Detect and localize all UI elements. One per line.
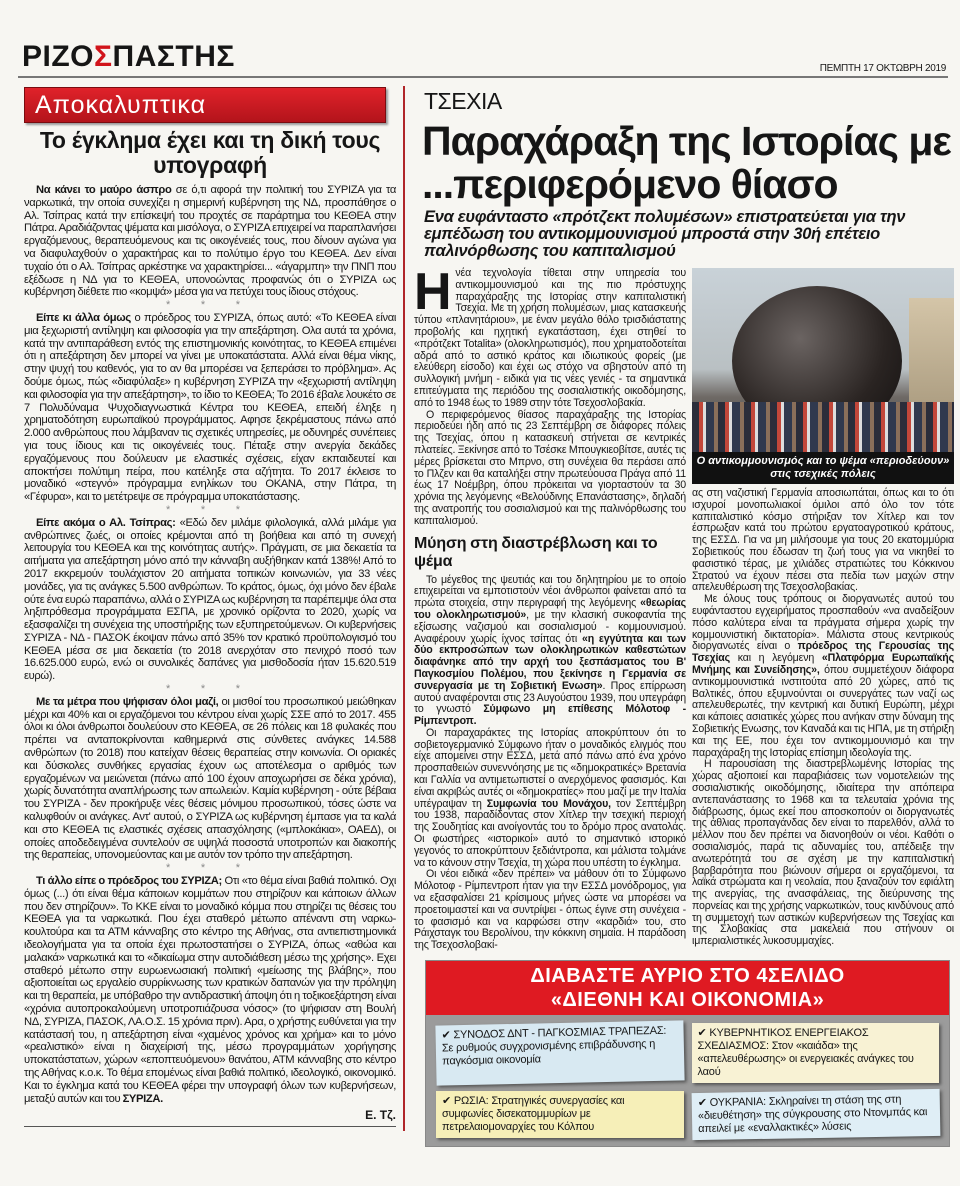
crowd-image	[692, 402, 954, 452]
text-run: όπου συμμετέχουν διάφορα αντικομμουνιστικά ινστιτούτα από 20 χώρες, από τις Βαλτικές, όπου εξυμνούνται οι συνεργάτες των ναζί ως απελευθερωτές, την κεντρική και δυτική Ευρώπη, μέχρι και κάποιες ασιατικές χώρες που ανήκαν στην δύναμη της Σοβιετικής Ενωσης, τον Καναδά και τις ΗΠΑ, με τη στήριξη και της ΕΕ, που έχει τον αντικομμουνισμό και την παραχάραξη της Ιστορίας επίσημη ιδεολογία της.	[692, 663, 955, 759]
text-run: ας στη ναζιστική Γερμανία αποσιωπάται, όπως και το ότι ισχυροί μονοπωλιακοί όμιλοι από όλο τον τότε καπιταλιστικό κόσμο στήριξαν τον Χίτλερ και τον έσπρωξαν κατά του πρώτου εργατοαγροτικού κράτους, της ΕΣΣΔ. Για να μη μιλήσουμε για τους 20 εκατομμύρια Σοβιετικούς που έδωσαν τη ζωή τους για να νικηθεί το φασιστικό τέρας, με χιλιάδες στρατιώτες του Κόκκινου Στρατού να έχουν πέσει στα πεδία των μαχών στην απελευθέρωση της Τσεχοσλοβακίας.	[692, 487, 954, 594]
bold-text: Τι άλλο είπε ο πρόεδρος του ΣΥΡΙΖΑ;	[36, 875, 222, 888]
left-article-body	[24, 184, 396, 1105]
paragraph	[414, 728, 686, 870]
section-separator: * * *	[166, 862, 254, 875]
left-article-end-rule	[24, 1126, 396, 1127]
paragraph	[24, 184, 396, 299]
paragraph	[24, 696, 396, 862]
bold-text: Είπε κι άλλα όμως	[36, 311, 131, 324]
text-run: Οτι «το θέμα είναι βαθιά πολιτικό. Οχι όμως (...) ότι είναι θέμα κάποιων κομμάτων που στηρίζουν και κάποιων άλλων που δεν στηρίζουν». Το ΚΚΕ είναι το μοναδικό κόμμα που στηρίζει τις θέσεις του ΚΕΘΕΑ για τα ναρκωτικά. Που έχει σταθερό μέτωπο απέναντι στη ναρκω-κουλτούρα και τα ΑΤΜ κάνναβης στο κέντρο της Αθήνας, στα αντιεπιστημονικά ιδεολογήματα για τα οποία έχει πρωτοστατήσει ο ΣΥΡΙΖΑ, όπως «αθώα και μαλακά» ναρκωτικά και το «δικαίωμα στην αυτοδιάθεση μέσω της χρήσης». Εχει σταθερό μέτωπο στην ευρωενωσιακή πολιτική «μείωσης της βλάβης», που αξιοποιείται ως εργαλείο συρρίκνωσης των κρατικών δαπανών για την πρόληψη και τη θεραπεία, με υπόβαθρο την αντιδραστική άποψη ότι η τοξικοεξάρτηση είναι «χρόνια αυτοπροκαλούμενη υποτροπιάζουσα νόσος» (το ψήφισαν στη Βουλή ΝΔ, ΣΥΡΙΖΑ, ΠΑΣΟΚ, ΛΑ.Ο.Σ. 15 χρόνια πριν). Αρα, ο χρήστης ευθύνεται για την κατάστασή του, η απεξάρτηση είναι «χαμένος χρόνος και χρήμα» και το μόνο «ρεαλιστικό» είναι η διαχείρισή της, μέσω προγραμμάτων χορήγησης υποκατάστατων, χώρων «εποπτευόμενου» θανάτου, ΑΤΜ κάνναβης στο κέντρο της Αθήνας κ.ο.κ. Το θέμα επομένως είναι βαθιά πολιτικό, ιδεολογικό, οικονομικό. Και το έγκλημα κατά του ΚΕΘΕΑ φέρει την υπογραφή όλων των κυβερνήσεων, μεταξύ αυτών και του	[24, 875, 396, 1105]
promo-item: ✔ ΣΥΝΟΔΟΣ ΔΝΤ - ΠΑΓΚΟΣΜΙΑΣ ΤΡΑΠΕΖΑΣ: Σε ρυθμούς συγχρονισμένης επιβράδυνσης η παγκόσμια οικονομία	[435, 1020, 684, 1085]
promo-item: ✔ ΡΩΣΙΑ: Στρατηγικές συνεργασίες και συμφωνίες δισεκατομμυρίων με πετρελαιομοναρχίες του Κόλπου	[436, 1091, 684, 1138]
promo-item: ✔ ΟΥΚΡΑΝΙΑ: Σκληραίνει τη στάση της στη «διευθέτηση» της σύγκρουσης στο Ντονμπάς και απειλεί με «εναλλακτικές» λύσεις	[691, 1089, 939, 1140]
section-separator: * * *	[166, 299, 254, 312]
section-banner: Αποκαλυπτικα	[24, 87, 386, 123]
promo-title-line-1: ΔΙΑΒΑΣΤΕ ΑΥΡΙΟ ΣΤΟ 4ΣΕΛΙΔΟ	[530, 965, 845, 988]
promo-box	[425, 960, 950, 1147]
paragraph	[24, 517, 396, 683]
right-article-subtitle: Ενα ευφάνταστο «πρότζεκτ πολυμέσων» επιστρατεύεται για την εμπέδωση του αντικομμουνισμού μπροστά στην 30ή επέτειο παλινόρθωσης του καπιταλισμού	[424, 208, 906, 260]
bold-text: «Πλατφόρμα Ευρωπαϊκής Μνήμης και Συνείδησης»,	[692, 652, 954, 676]
drop-cap: Η	[414, 263, 452, 321]
right-article-columns	[414, 263, 956, 952]
left-article-headline: Το έγκλημα έχει και τη δική τους υπογραφή	[39, 127, 381, 178]
promo-title	[426, 961, 949, 1015]
text-run: Οι παραχαράκτες της Ιστορίας αποκρύπτουν ότι το σοβιετογερμανικό Σύμφωνο ήταν ο μοναδικός ελιγμός που είχε απομείνει στην ΕΣΣΔ, μετά από πάνω από ένα χρόνο προσπαθειών συνεννόησης με τις «δημοκρατικές» Βρετανία και Γαλλία να αντιμετωπιστεί ο ανερχόμενος φασισμός. Και είναι ακριβώς αυτές οι «δημοκρατίες» που μαζί με την Ιταλία υπέγραψαν τη	[414, 726, 686, 810]
right-article	[414, 86, 956, 1147]
paragraph	[414, 575, 686, 728]
logo-star: Σ	[94, 40, 113, 73]
issue-date: ΠΕΜΠΤΗ 17 ΟΚΤΩΒΡΗ 2019	[819, 63, 946, 74]
text-run: «Εδώ δεν μιλάμε φιλολογικά, αλλά μιλάμε για ανθρώπινες ζωές, οι οποίες κρέμονται από τη βοήθεια και από τη συνεχή λειτουργία του ΚΕΘΕΑ και της κοινότητας αυτής». Πράγματι, σε μια δεκαετία τα αιτήματα για απεξάρτηση μόνο από την κάνναβη αυξήθηκαν κατά 138%! Από το 2017 εκκρεμούν τουλάχιστον 20 αιτήματα τοπικών κοινωνιών, για 33 νέες μονάδες, για τις ανάγκες 5.500 ανθρώπων. Το κράτος, όμως, όχι μόνο δεν έβαλε ούτε ένα ευρώ παραπάνω, αλλά ο ΣΥΡΙΖΑ ως κυβέρνηση τα παρέπεμψε όλα στα ληξιπρόθεσμα προγράμματα ΕΣΠΑ, με χρονικό ορίζοντα το 2020, χωρίς να εξασφαλίζει τη συνέχεια της υποστήριξης των εξυπηρετούμενων. Οι κυβερνήσεις ΣΥΡΙΖΑ - ΝΔ - ΠΑΣΟΚ έκοψαν πάνω από 35% τον κρατικό προϋπολογισμό του ΚΕΘΕΑ μέσα σε μια δεκαετία (το 2018 ανερχόταν στο πενιχρό ποσό των 16.625.000 ευρώ, ενώ οι συνολικές δαπάνες για μισθοδοσία ήταν 15.620.519 ευρώ).	[24, 516, 396, 683]
paragraph	[692, 488, 954, 594]
text-run: τον Σεπτέμβρη του 1938, παραδίδοντας στον Χίτλερ την τσεχική περιοχή της Σουδητίας και ανοίγοντάς του το δρόμο προς ανατολάς. Οι φωστήρες «ιστορικοί» αυτό το σημαντικό ιστορικό γεγονός το αποκρύπτουν ξεδιάντροπα, και μάλιστα τολμάνε να το κάνουν στην Τσεχία, τη χώρα που υπέστη το έγκλημα.	[414, 797, 686, 869]
section-separator: * * *	[166, 503, 254, 516]
right-article-kicker: ΤΣΕΧΙΑ	[424, 88, 502, 114]
text-run: , με την κλασική συκοφαντία της εξίσωσης ναζισμού και σοσιαλισμού - κομμουνισμού. Αναφέρουν χωρίς ίχνος τσίπας ότι	[414, 608, 686, 645]
text-run: . Προς επίρρωση αυτού αναφέρονται στις 23 Αυγούστου 1939, που υπεγράφη το γνωστό	[414, 679, 686, 716]
text-run: Το μέγεθος της ψευτιάς και του δηλητηρίου με το οποίο επιχειρείται να εμποτιστούν νέοι άνθρωποι φαίνεται από τα πρώτα στοιχεία, στην περιγραφή της λεγόμενης	[414, 573, 686, 610]
subheading: Μύηση στη διαστρέβλωση και το ψέμα	[414, 534, 658, 570]
text-run: Ο περιφερόμενος θίασος παραχάραξης της Ιστορίας περιοδεύει ήδη από τις 23 Σεπτέμβρη σε διάφορες πόλεις της Τσεχίας, όπου η κατασκευή στήνεται σε κεντρικές πλατείες. Ξεκίνησε από το Τσέσκε Μπουγκιεοβίτσε, αυτές τις μέρες βρίσκεται στο Μπρνο, στη συνέχεια θα περάσει από το Πλζεν και θα καταλήξει στην πρωτεύουσα Πράγα από 11 έως 17 Νοέμβρη, όπου πρόκειται να γιορταστούν τα 30 χρόνια της λεγόμενης «Βελούδινης Επανάστασης», δηλαδή της ανατροπής του σοσιαλισμού και της παλινόρθωσης του καπιταλισμού.	[414, 408, 686, 527]
text-run: ο πρόεδρος του ΣΥΡΙΖΑ, όπως αυτό: «Το ΚΕΘΕΑ είναι μια ξεχωριστή αντίληψη και φιλοσοφία για την απεξάρτηση. Ολα αυτά τα χρόνια, κατά την αντιπαράθεση εντός της επιστημονικής κοινότητας, το ΚΕΘΕΑ επιμένει ότι η απεξάρτηση δεν μπορεί να γίνει με υποκατάστατα. Αλλά είναι θέμα νίκης, στην ψυχή του καθενός, για το αν θα μπορέσει να ξεπεράσει το πρόβλημα». Ας δούμε όμως, πώς «διαφύλαξε» η κυβέρνηση ΣΥΡΙΖΑ την «ξεχωριστή αντίληψη και φιλοσοφία για την απεξάρτηση», το ίδιο το ΚΕΘΕΑ; Το 2016 έβαλε λουκέτο σε 7 Πολυδύναμα Ψυχοδιαγνωστικά Κέντρα του ΚΕΘΕΑ, επειδή έληξε η χρηματοδότηση ευρωπαϊκού προγράμματος. Αφησε ξεκρέμαστους πάνω από 2.000 ανθρώπους που λάμβαναν τις σχετικές υπηρεσίες, με οδυνηρές συνέπειες για τους ίδιους και τις οικογένειές τους. Πέταξε στην ανεργία δεκάδες εργαζόμενους που δούλευαν με ελαστικές σχέσεις, είχαν εκπαιδευτεί και αποκτήσει πολύτιμη πείρα, που κατέληξε στα αζήτητα. Το 2017 έκλεισε το μοναδικό «στεγνό» πρόγραμμα ενηλίκων του ΟΚΑΝΑ, στην Πάτρα, τη «Γέφυρα», και το μετέτρεψε σε πρόγραμμα υποκατάστασης.	[24, 311, 396, 504]
masthead-divider	[18, 76, 948, 78]
text-run: σε ό,τι αφορά την πολιτική του ΣΥΡΙΖΑ για τα ναρκωτικά, την οποία συνεχίζει η σημερινή κυβέρνηση της ΝΔ, προσπάθησε ο Αλ. Τσίπρας κατά την επίσκεψή του προχτές σε παράρτημα του ΚΕΘΕΑ στην Πάτρα. Αραδιάζοντας ψέματα και μισόλογα, ο ΣΥΡΙΖΑ επιχειρεί να παραπλανήσει εργαζόμενους, θεραπευόμενους και τις οικογένειές τους, που δίνουν αγώνα για να διαφυλαχθούν ο χαρακτήρας και το πολύτιμο έργο του ΚΕΘΕΑ. Δεν είναι τυχαίο ότι ο Αλ. Τσίπρας αρκέστηκε να χαρακτηρίσει... «άγαρμπη» την ΠΝΠ που εξέδωσε η ΝΔ για το ΚΕΘΕΑ, υπονοώντας προφανώς ότι ο ΣΥΡΙΖΑ ως κυβέρνηση διέθετε πιο «κομψά» μέσα για να πετύχει τους ίδιους στόχους.	[24, 184, 396, 299]
promo-item: ✔ ΚΥΒΕΡΝΗΤΙΚΟΣ ΕΝΕΡΓΕΙΑΚΟΣ ΣΧΕΔΙΑΣΜΟΣ: Στον «καιάδα» της «απελευθέρωσης» οι ενεργειακές ανάγκες του λαού	[692, 1023, 940, 1083]
column-divider	[403, 86, 405, 1131]
bold-text: πρόεδρος της Γερουσίας της Τσεχίας	[692, 640, 954, 665]
text-run: Με όλους τους τρόπους οι διοργανωτές αυτού του ευφάνταστου εγχειρήματος προσπαθούν «να αναδείξουν πόσο καλύτερα είναι τα πράγματα σήμερα χωρίς την κομμουνιστική δικτατορία». Μάλιστα στους κεντρικούς διοργανωτές είναι ο	[692, 593, 954, 653]
bold-text: Σύμφωνο μη επίθεσης Μόλοτοφ - Ρίμπεντροπ.	[414, 703, 687, 728]
bold-text: «η εγγύτητα και των δύο εκπροσώπων των ολοκληρωτικών καθεστώτων διαφάνηκε από την αρχή του ξεσπάσματος του Β' Παγκοσμίου Πολέμου, που ξεκίνησε η Γερμανία σε συνεργασία με τη Σοβιετική Ενωση»	[414, 632, 686, 692]
text-run: Η παρουσίαση της διαστρεβλωμένης Ιστορίας της χώρας αξιοποιεί και παραβιάσεις των νομοτελειών της σοσιαλιστικής οικοδόμησης, ιδιαίτερα την απόπειρα αντεπανάστασης το 1968 και τα τελευταία χρόνια της διάβρωσης, όμως εκεί που αποσκοπούν οι διοργανωτές της άθλιας προπαγάνδας δεν είναι το παρελθόν, αλλά το μέλλον που δεν πρέπει να διανοηθούν οι νέοι. Καθότι ο σοσιαλισμός, παρά τις αδυναμίες του, απέδειξε την ανωτερότητά του σε σχέση με την καπιταλιστική βαρβαρότητα που βιώνουν σήμερα οι εργαζόμενοι, τα λαϊκά στρώματα και η νεολαία, που ξαναζούν τον εφιάλτη της ανεργίας, της ανασφάλειας, της διεύρυνσης της πορνείας και της χρήσης ναρκωτικών, τους κινδύνους από τη συμμετοχή των αστικών κυβερνήσεων της Τσεχίας και της Σλοβακίας στα μακελειά που στήνουν οι ιμπεριαλιστικές λυκοσυμμαχίες.	[692, 758, 954, 948]
text-run: Οι νέοι ειδικά «δεν πρέπει» να μάθουν ότι το Σύμφωνο Μόλοτοφ - Ρίμπεντροπ ήταν για την ΕΣΣΔ μονόδρομος, για να εξασφαλίσει 21 κρίσιμους μήνες ώστε να μπορέσει να προετοιμαστεί και να συντρίψει - όπως έγινε στη συνέχεια - το φασισμό και να καρφώσει στην «καρδιά» του, στο Ράιχσταγκ του Βερολίνου, την κόκκινη σημαία. Η παράδοση της Τσεχοσλοβακί-	[414, 868, 686, 952]
paragraph	[414, 410, 686, 528]
right-article-column-2-wrap	[692, 268, 954, 948]
paragraph	[414, 263, 686, 410]
paragraph	[24, 312, 396, 504]
paragraph	[692, 594, 954, 759]
promo-title-line-2: «ΔΙΕΘΝΗ ΚΑΙ ΟΙΚΟΝΟΜΙΑ»	[550, 989, 825, 1012]
bold-text: «θεωρίας του ολοκληρωτισμού»	[414, 597, 686, 621]
bold-text: Συμφωνία του Μονάχου,	[486, 797, 611, 810]
bold-text: Με τα μέτρα που ψήφισαν όλοι μαζί,	[36, 695, 219, 708]
text-run: νέα τεχνολογία τίθεται στην υπηρεσία του αντικομμουνισμού και της πιο πρόστυχης παραχάραξης της Ιστορίας στην καπιταλιστική Τσεχία. Με τη χρήση πολυμέσων, μιας κατασκευής τύπου «πλανητάριου», με έναν μεγάλο θόλο τρισδιάστατης προβολής και ηχητική εγκατάσταση, έχει στηθεί το «πρότζεκτ Totalita» (ολοκληρωτισμός), που χρηματοδοτείται αδρά από το αστικό κράτος και ιδιωτικούς φορείς (με ελεύθερη είσοδο) και έχει ως στόχο να σβηστούν από τη συλλογική μνήμη - ειδικά για τις νέες γενιές - τα σημαντικά επιτεύγματα της περιόδου της σοσιαλιστικής οικοδόμησης, από το 1948 έως το 1989 στην τότε Τσεχοσλοβακία.	[414, 267, 686, 409]
text-run: οι μισθοί του προσωπικού μειώθηκαν μέχρι και 40% και οι εργαζόμενοι του κέντρου είναι χωρίς ΣΣΕ από το 2017. 455 όλοι κι όλοι άνθρωποι δουλεύουν στο ΚΕΘΕΑ, σε 26 πόλεις και 18 φυλακές που πρέπει να ανταποκρίνονται καθημερινά στις σύνθετες ανάγκες 14.588 ανθρώπων (το 2018) που κατείχαν θέσεις θεραπείας στην κοινωνία. Οι οριακές και δύσκολες συνθήκες εργασίας έχουν ως αποτέλεσμα ο αριθμός των εργαζομένων να μειώνεται (πάνω από 100 έχουν αποχωρήσει σε δέκα χρόνια), χωρίς δυνατότητα αναπλήρωσης των απωλειών. Καμία κυβέρνηση - ούτε βέβαια του ΣΥΡΙΖΑ - δεν προκήρυξε νέες θέσεις μόνιμου προσωπικού, τόσες ώστε να καλυφθούν οι ανάγκες. Αντ' αυτού, ο ΣΥΡΙΖΑ ως κυβέρνηση έμπασε για τα καλά και στο ΚΕΘΕΑ τις ελαστικές σχέσεις απασχόλησης («μπλοκάκια», ΟΑΕΔ), οι οποίες αποδεδειγμένα συντελούν σε υψηλά ποσοστά υποτροπών και διακοπής της θεραπείας, υπονομεύοντας και με αυτόν τον τρόπο την απεξάρτηση.	[24, 695, 396, 862]
section-separator: * * *	[166, 683, 254, 696]
photo-caption: Ο αντικομμουνισμός και το ψέμα «περιοδεύουν» στις τσεχικές πόλεις	[692, 452, 954, 484]
building-image	[909, 298, 954, 418]
bold-text: Είπε ακόμα ο Αλ. Τσίπρας:	[36, 516, 176, 529]
promo-items	[426, 1015, 949, 1146]
article-photo	[692, 268, 954, 452]
paragraph	[414, 869, 686, 952]
paragraph	[24, 875, 396, 1105]
right-article-column-1	[414, 263, 687, 952]
paragraph	[692, 759, 954, 948]
newspaper-logo: ΡΙΖΟΣΠΑΣΤΗΣ	[22, 40, 235, 73]
bold-text: Να κάνει το μαύρο άσπρο	[36, 184, 172, 196]
author-signature: Ε. Τζ.	[365, 1108, 396, 1123]
bold-text: ΣΥΡΙΖΑ.	[122, 1092, 163, 1105]
right-article-column-2	[692, 488, 954, 948]
text-run: και η λεγόμενη	[729, 652, 822, 665]
right-article-headline: Παραχάραξη της Ιστορίας με ...περιφερόμενο θίασο	[422, 118, 951, 207]
left-article	[24, 87, 396, 1127]
